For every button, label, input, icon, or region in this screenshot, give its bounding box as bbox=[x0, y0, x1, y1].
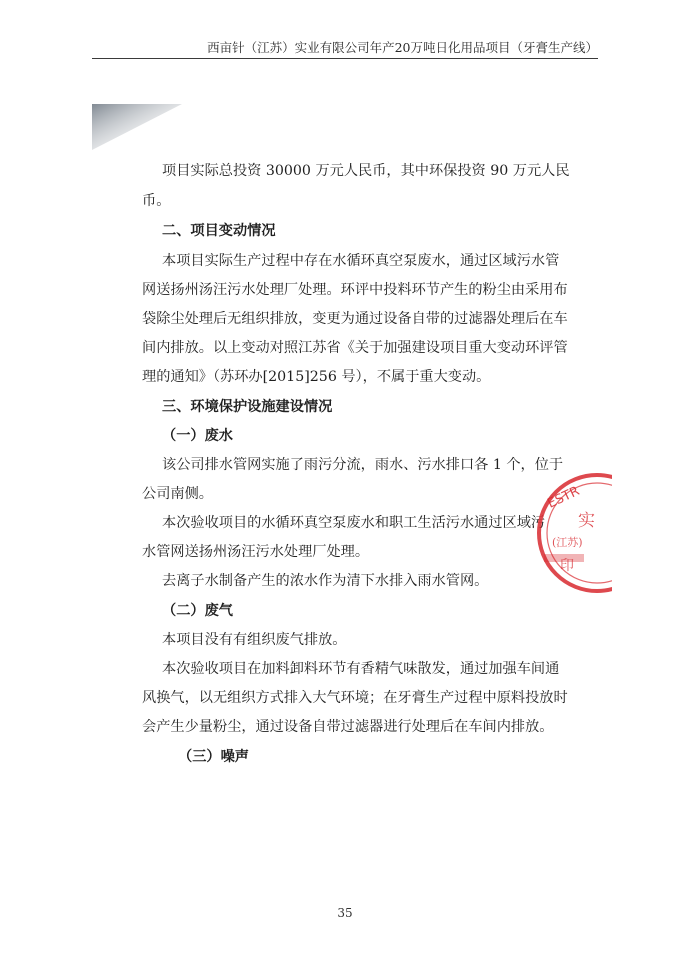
page-number: 35 bbox=[337, 906, 353, 920]
para-gas-line1: 本次验收项目在加料卸料环节有香精气味散发，通过加强车间通 bbox=[162, 661, 560, 677]
para-drainage-line2: 公司南侧。 bbox=[142, 486, 213, 502]
para-changes-line1: 本项目实际生产过程中存在水循环真空泵废水，通过区域污水管 bbox=[162, 253, 560, 269]
subheading-wastewater: （一）废水 bbox=[162, 428, 233, 444]
svg-text:印: 印 bbox=[560, 558, 574, 574]
company-seal-stamp bbox=[532, 468, 612, 598]
para-changes-line4: 间内排放。以上变动对照江苏省《关于加强建设项目重大变动环评管 bbox=[142, 340, 568, 356]
svg-text:ESTR: ESTR bbox=[545, 483, 583, 512]
header-rule bbox=[92, 58, 598, 59]
para-gas-line2: 风换气，以无组织方式排入大气环境；在牙膏生产过程中原料投放时 bbox=[142, 690, 568, 706]
para-wastewater-line1: 本次验收项目的水循环真空泵废水和职工生活污水通过区域污 bbox=[162, 515, 546, 531]
svg-text:(江苏): (江苏) bbox=[552, 536, 583, 549]
subheading-waste-gas: （二）废气 bbox=[162, 603, 233, 619]
running-header: 西亩针（江苏）实业有限公司年产20万吨日化用品项目（牙膏生产线） bbox=[207, 40, 598, 55]
para-investment-line1: 项目实际总投资 30000 万元人民币，其中环保投资 90 万元人民 bbox=[162, 163, 570, 179]
svg-text:实: 实 bbox=[578, 511, 595, 531]
para-drainage-line1: 该公司排水管网实施了雨污分流，雨水、污水排口各 1 个，位于 bbox=[162, 457, 564, 473]
para-gas-line3: 会产生少量粉尘，通过设备自带过滤器进行处理后在车间内排放。 bbox=[142, 719, 554, 735]
para-changes-line3: 袋除尘处理后无组织排放，变更为通过设备自带的过滤器处理后在车 bbox=[142, 311, 568, 327]
para-no-organized-gas: 本项目没有有组织废气排放。 bbox=[162, 632, 347, 648]
scan-shadow bbox=[92, 104, 182, 150]
para-deionized-water: 去离子水制备产生的浓水作为清下水排入雨水管网。 bbox=[162, 573, 489, 589]
para-changes-line5: 理的通知》（苏环办[2015]256 号），不属于重大变动。 bbox=[142, 369, 491, 385]
section-heading-facilities: 三、环境保护设施建设情况 bbox=[162, 399, 333, 415]
para-wastewater-line2: 水管网送扬州汤汪污水处理厂处理。 bbox=[142, 544, 370, 560]
subheading-noise: （三）噪声 bbox=[178, 749, 249, 765]
para-changes-line2: 网送扬州汤汪污水处理厂处理。环评中投料环节产生的粉尘由采用布 bbox=[142, 282, 568, 298]
para-investment-line2: 币。 bbox=[142, 193, 171, 209]
section-heading-changes: 二、项目变动情况 bbox=[162, 223, 276, 239]
